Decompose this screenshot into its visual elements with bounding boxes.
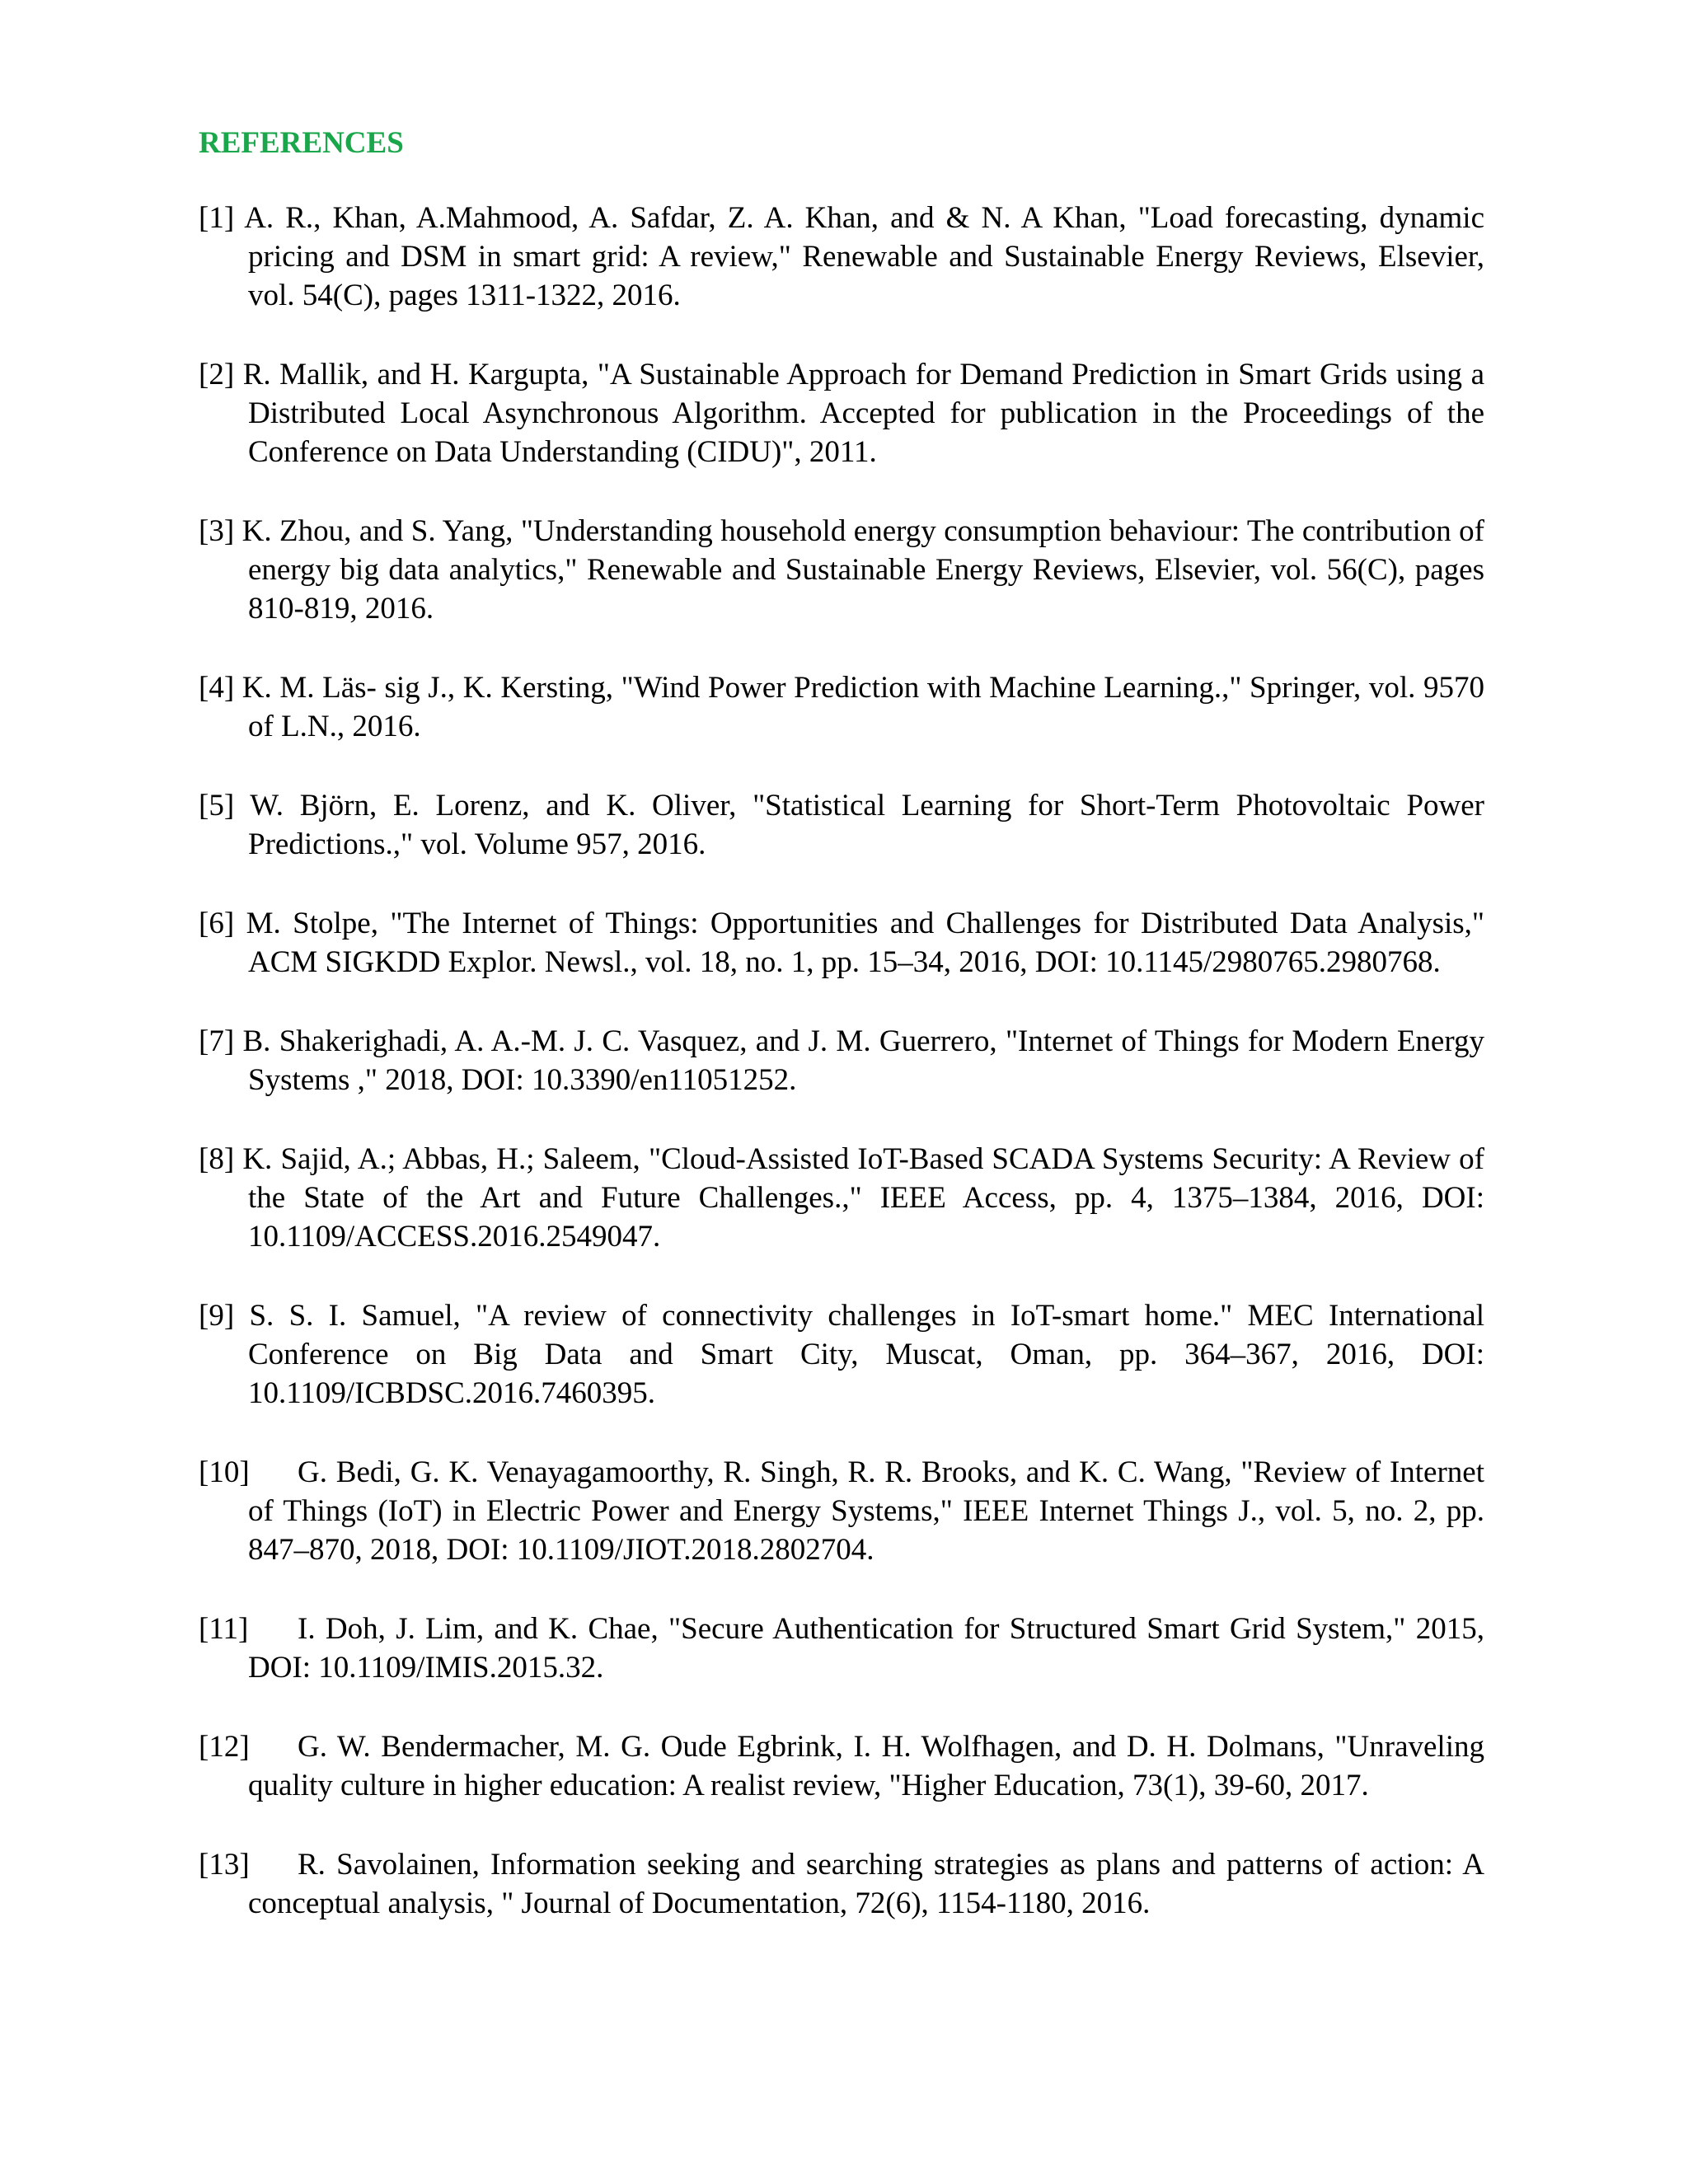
reference-text: R. Savolainen, Information seeking and searching strategies as plans and patterns of action: A conceptual analysis, " Journal of Documentation, 72(6), 1154-1180, 2016. xyxy=(248,1848,1484,1920)
reference-item xyxy=(199,1022,1484,1099)
reference-item xyxy=(199,1610,1484,1687)
reference-text: G. W. Bendermacher, M. G. Oude Egbrink, I. H. Wolfhagen, and D. H. Dolmans, "Unraveling quality culture in higher education: A realist review, "Higher Education, 73(1), 39-60, 2017. xyxy=(248,1730,1484,1802)
references-heading: REFERENCES xyxy=(199,126,404,160)
reference-number: [6] xyxy=(199,907,235,940)
reference-item xyxy=(199,1845,1484,1923)
reference-text: S. S. I. Samuel, "A review of connectivity challenges in IoT-smart home." MEC International Conference on Big Data and Smart City, Muscat, Oman, pp. 364–367, 2016, DOI: 10.1109/ICBDSC.2016.7460395. xyxy=(248,1299,1485,1410)
reference-item xyxy=(199,668,1484,746)
reference-number: [12] xyxy=(199,1730,250,1764)
reference-text: K. M. Läs- sig J., K. Kersting, "Wind Power Prediction with Machine Learning.," Springer, vol. 9570 of L.N., 2016. xyxy=(241,671,1484,743)
reference-text: M. Stolpe, "The Internet of Things: Opportunities and Challenges for Distributed Data Analysis," ACM SIGKDD Explor. Newsl., vol. 18, no. 1, pp. 15–34, 2016, DOI: 10.1145/2980765.2980768. xyxy=(246,907,1485,979)
reference-number: [8] xyxy=(199,1142,235,1176)
reference-number: [10] xyxy=(199,1455,250,1489)
reference-text: I. Doh, J. Lim, and K. Chae, "Secure Authentication for Structured Smart Grid System," 2015, DOI: 10.1109/IMIS.2015.32. xyxy=(248,1612,1484,1685)
reference-item xyxy=(199,1296,1484,1413)
reference-number: [9] xyxy=(199,1299,235,1333)
reference-number: [13] xyxy=(199,1848,250,1882)
reference-text: W. Björn, E. Lorenz, and K. Oliver, "Statistical Learning for Short-Term Photovoltaic Power Predictions.," vol. Volume 957, 2016. xyxy=(248,789,1484,861)
reference-item xyxy=(199,1140,1484,1256)
reference-number: [2] xyxy=(199,358,235,391)
reference-item xyxy=(199,355,1484,471)
reference-text: B. Shakerighadi, A. A.-M. J. C. Vasquez, and J. M. Guerrero, "Internet of Things for Modern Energy Systems ," 2018, DOI: 10.3390/en11051252. xyxy=(242,1024,1484,1097)
reference-text: G. Bedi, G. K. Venayagamoorthy, R. Singh, R. R. Brooks, and K. C. Wang, "Review of Internet of Things (IoT) in Electric Power and Energy Systems," IEEE Internet Things J., vol. 5, no. 2, pp. 847–870, 2018, DOI: 10.1109/JIOT.2018.2802704. xyxy=(248,1455,1484,1567)
reference-text: K. Zhou, and S. Yang, "Understanding household energy consumption behaviour: The contribution of energy big data analytics," Renewable and Sustainable Energy Reviews, Elsevier, vol. 56(C), pages 810-819, 2016. xyxy=(241,514,1485,626)
reference-text: A. R., Khan, A.Mahmood, A. Safdar, Z. A. Khan, and & N. A Khan, "Load forecasting, dynamic pricing and DSM in smart grid: A review," Renewable and Sustainable Energy Reviews, Elsevier, vol. 54(C), pages 1311-1322, 2016. xyxy=(244,201,1485,312)
reference-number: [7] xyxy=(199,1024,235,1058)
reference-item xyxy=(199,512,1484,628)
reference-item xyxy=(199,199,1484,315)
reference-number: [4] xyxy=(199,671,235,705)
reference-item xyxy=(199,786,1484,864)
reference-number: [5] xyxy=(199,789,235,823)
reference-text: K. Sajid, A.; Abbas, H.; Saleem, "Cloud-Assisted IoT-Based SCADA Systems Security: A Review of the State of the Art and Future Challenges.," IEEE Access, pp. 4, 1375–1384, 2016, DOI: 10.1109/ACCESS.2016.2549047. xyxy=(242,1142,1484,1254)
reference-list xyxy=(199,199,1484,1963)
reference-number: [11] xyxy=(199,1612,249,1646)
reference-item xyxy=(199,904,1484,982)
reference-number: [3] xyxy=(199,514,235,548)
reference-text: R. Mallik, and H. Kargupta, "A Sustainable Approach for Demand Prediction in Smart Grids using a Distributed Local Asynchronous Algorithm. Accepted for publication in the Proceedings of the Conference on Data Understanding (CIDU)", 2011. xyxy=(242,358,1485,469)
reference-number: [1] xyxy=(199,201,235,235)
reference-item xyxy=(199,1453,1484,1569)
reference-item xyxy=(199,1727,1484,1805)
